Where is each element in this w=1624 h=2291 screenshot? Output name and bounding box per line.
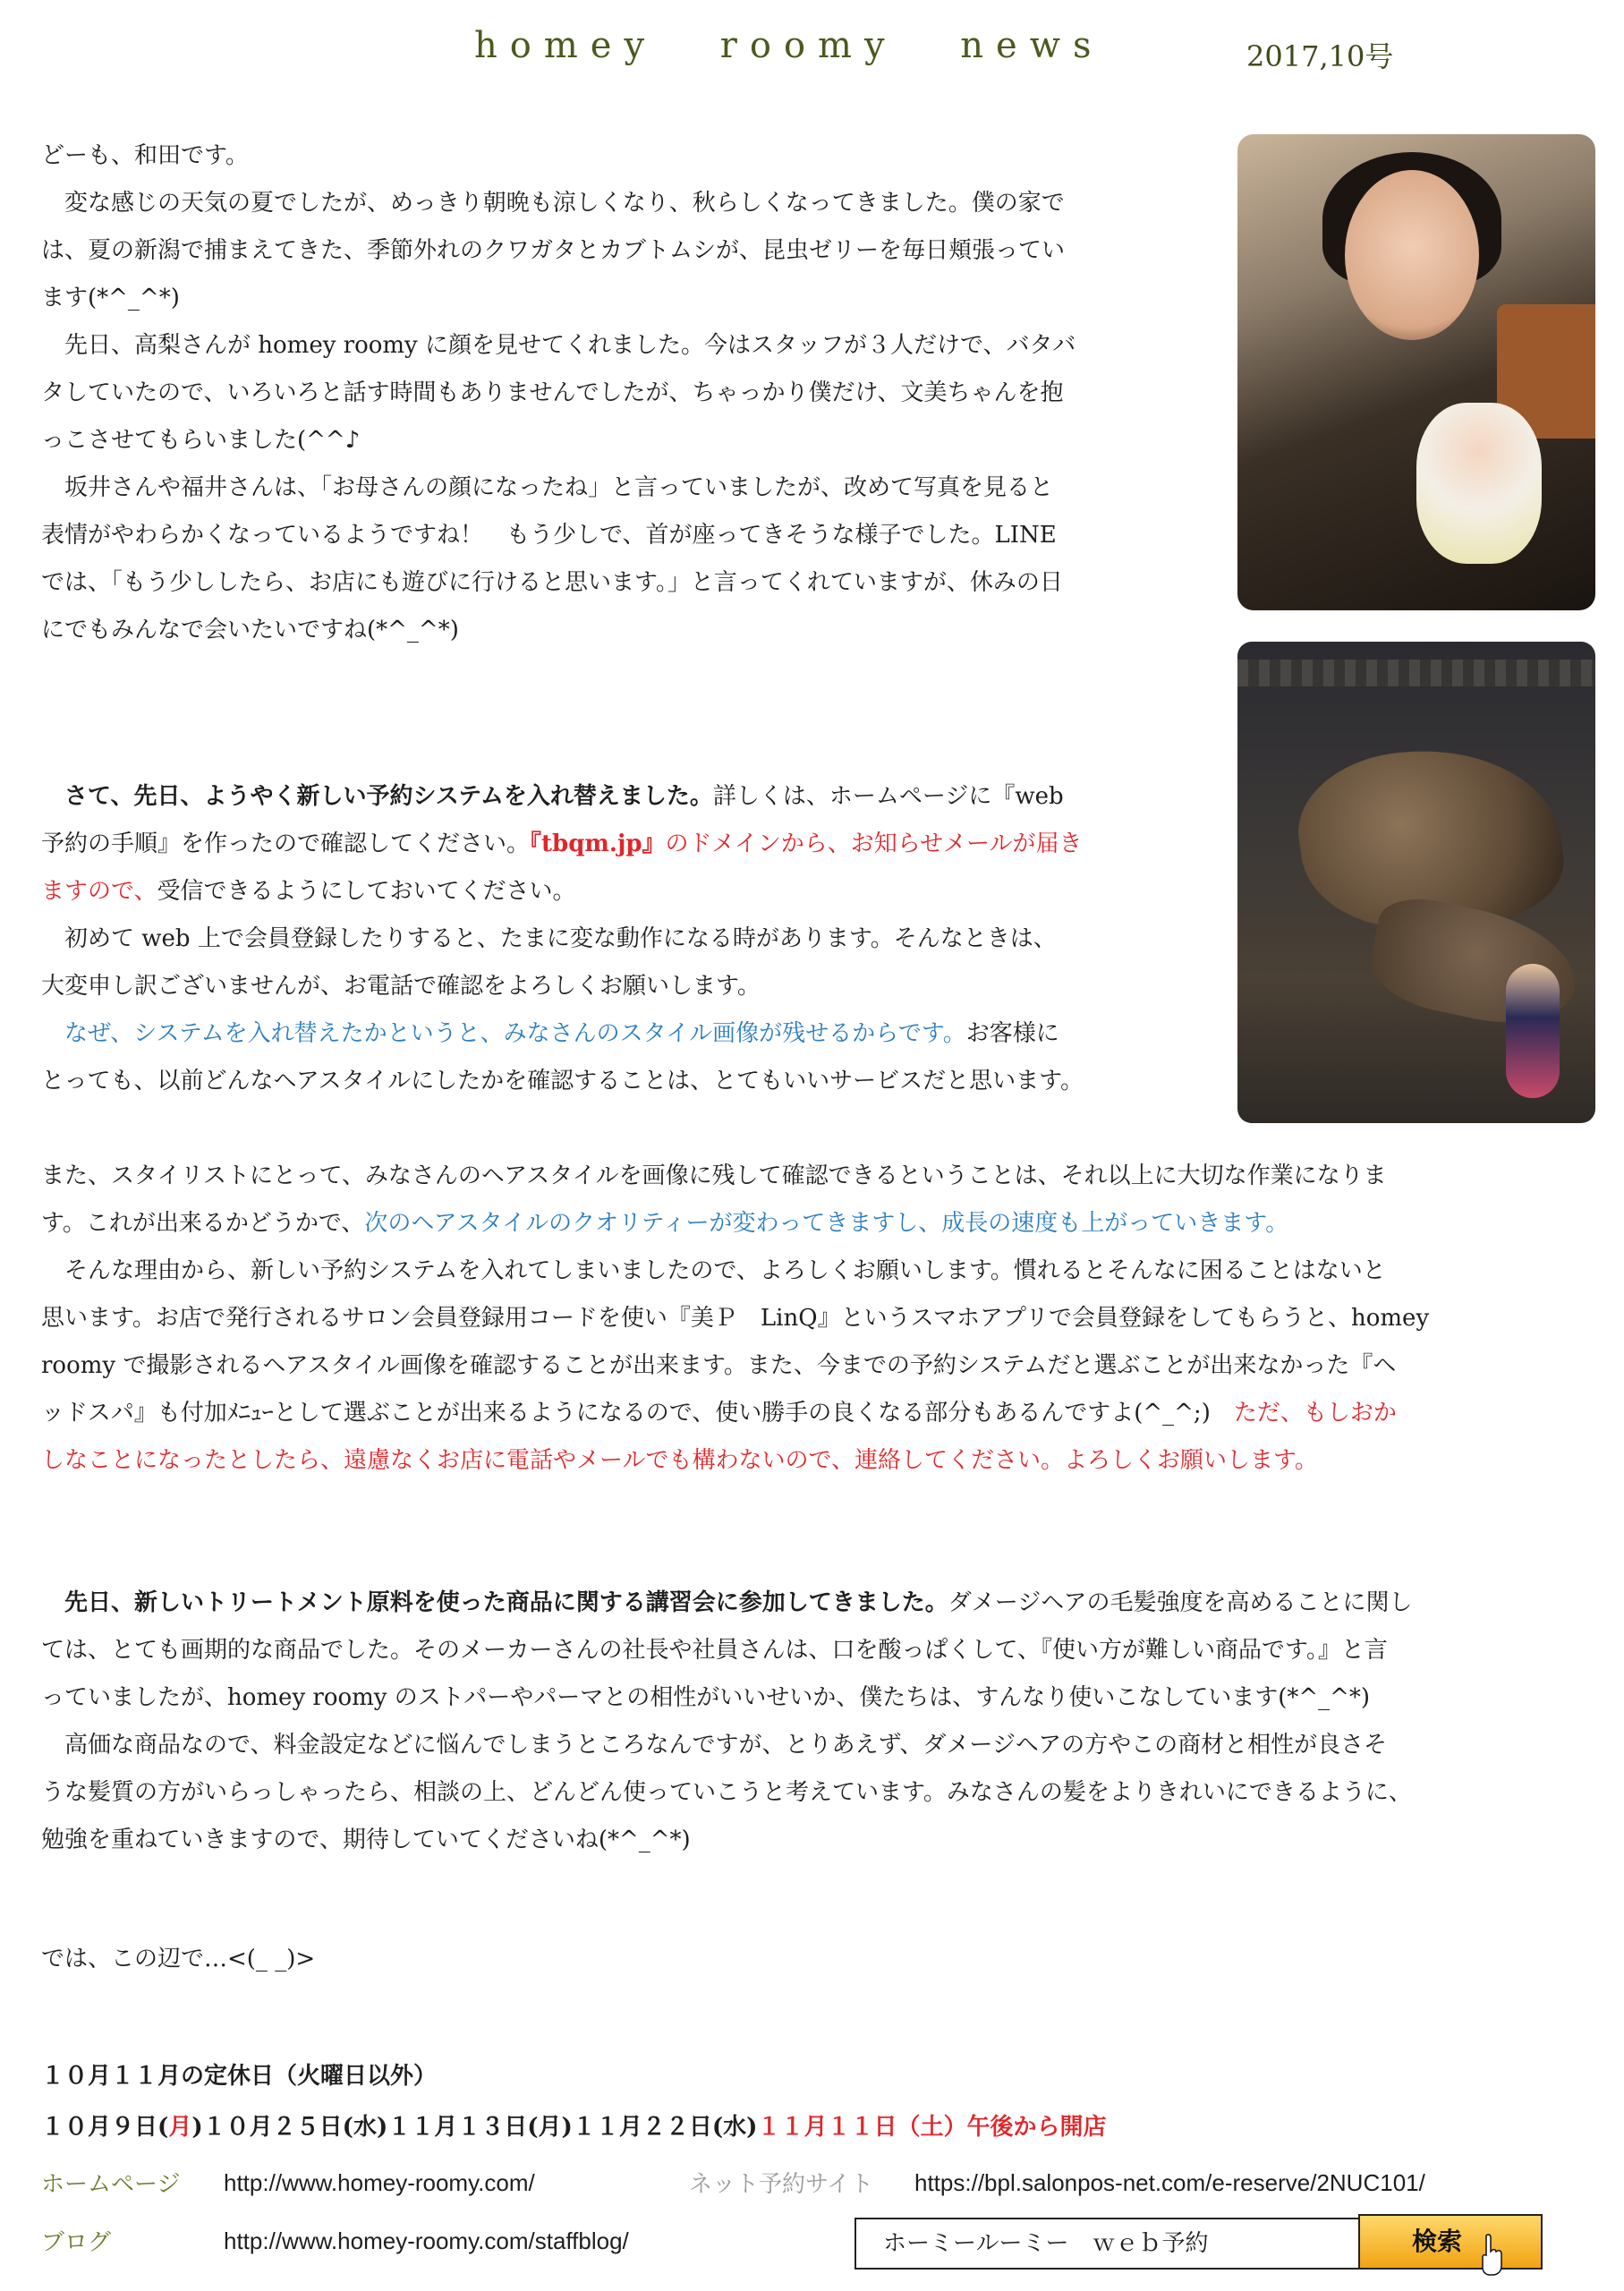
blog-label: ブログ [41, 2229, 112, 2256]
text: ッドスパ』も付加ﾒﾆｭｰとして選ぶことが出来るようになるので、使い勝手の良くなる部分もあるんですよ(^_^;) [41, 1400, 1234, 1427]
search-input[interactable]: ホーミールーミー ｗｅｂ予約 [855, 2218, 1360, 2270]
red-text: 月 [168, 2114, 192, 2141]
text: ダメージヘアの毛髪強度を高めることに関し [948, 1589, 1413, 1616]
line: 初めて web 上で会員登録したりすると、たまに変な動作になる時があります。そんなときは、 [41, 925, 1057, 952]
holidays-dates [41, 2104, 1106, 2151]
line: とっても、以前どんなヘアスタイルにしたかを確認することは、とてもいいサービスだと思います。 [41, 1068, 1084, 1094]
text: 予約の手順』を作ったので確認してください。 [41, 830, 531, 857]
hand-cursor-icon [1481, 2234, 1502, 2277]
domain-highlight: 『tbqm.jp』 [530, 830, 666, 857]
newsletter-title: homey roomy news [474, 25, 1104, 66]
line: 坂井さんや福井さんは、「お母さんの顔になったね」と言っていましたが、改めて写真を見ると [41, 474, 1054, 501]
text: １０月９日( [41, 2114, 169, 2141]
text: １０月２５日(水)１１月１３日(月)１１月２２日(水) [202, 2114, 758, 2141]
issue-number: 2017,10号 [1246, 39, 1394, 73]
search-button[interactable]: 検索 [1358, 2214, 1543, 2270]
line: そんな理由から、新しい予約システムを入れてしまいましたので、よろしくお願いします。慣れるとそんなに困ることはないと [41, 1257, 1386, 1284]
closing: では、この辺で…<(_ _)> [41, 1946, 316, 1972]
photo-face [1345, 170, 1479, 340]
line: は、夏の新潟で捕まえてきた、季節外れのクワガタとカブトムシが、昆虫ゼリーを毎日頬張ってい [41, 237, 1066, 264]
holidays-heading: １０月１１月の定休日（火曜日以外） [41, 2063, 438, 2090]
section-reservation-system-wide [41, 1153, 1598, 1485]
red-text: のドメインから、お知らせメールが届き [665, 830, 1083, 857]
homepage-label: ホームページ [41, 2171, 181, 2198]
line: っこさせてもらいました(^^♪ [41, 427, 361, 454]
headline-bold: さて、先日、ようやく新しい予約システムを入れ替えました。 [41, 783, 713, 810]
line: また、スタイリストにとって、みなさんのヘアスタイルを画像に残して確認できるということは、それ以上に大切な作業になりま [41, 1163, 1387, 1189]
text: す。これが出来るかどうかで、 [41, 1210, 365, 1237]
reserve-link[interactable]: https://bpl.salonpos-net.com/e-reserve/2NUC101/ [914, 2169, 1425, 2196]
red-text: ただ、もしおか [1233, 1400, 1397, 1427]
section-reservation-system [41, 773, 1240, 1105]
line: にでもみんなで会いたいですね(*^_^*) [41, 617, 459, 643]
text: ) [191, 2114, 203, 2141]
line: 先日、高梨さんが homey roomy に顔を見せてくれました。今はスタッフが３人だけで、バタバ [41, 332, 1076, 359]
line: どーも、和田です。 [41, 142, 249, 169]
section-greeting [41, 132, 1240, 654]
blue-text: 次のヘアスタイルのクオリティーが変わってきますし、成長の速度も上がっていきます。 [364, 1210, 1289, 1237]
line: 高価な商品なので、料金設定などに悩んでしまうところなんですが、とりあえず、ダメージヘアの方やこの商材と相性が良さそ [41, 1732, 1388, 1759]
red-text: ますので、 [41, 878, 157, 905]
photo-baby [1416, 403, 1542, 564]
photo-child [1506, 964, 1560, 1098]
headline-bold: 先日、新しいトリートメント原料を使った商品に関する講習会に参加してきました。 [41, 1589, 948, 1616]
line: 変な感じの天気の夏でしたが、めっきり朝晩も涼しくなり、秋らしくなってきました。僕の家で [41, 190, 1065, 217]
photo-ceiling [1237, 660, 1595, 686]
line: roomy で撮影されるヘアスタイル画像を確認することが出来ます。また、今までの予約システムだと選ぶことが出来なかった『ヘ [41, 1352, 1397, 1379]
red-text: １１月１１日（土）午後から開店 [757, 2114, 1107, 2141]
line: 思います。お店で発行されるサロン会員登録用コードを使い『美Ｐ LinQ』というスマホアプリで会員登録をしてもらうと、homey [41, 1305, 1430, 1332]
red-line: しなことになったとしたら、遠慮なくお店に電話やメールでも構わないので、連絡してください。よろしくお願いします。 [41, 1447, 1318, 1474]
photo-mother-and-baby [1237, 134, 1595, 610]
homepage-link[interactable]: http://www.homey-roomy.com/ [224, 2169, 535, 2196]
line: では、「もう少ししたら、お店にも遊びに行けると思います。」と言ってくれていますが、休みの日 [41, 569, 1063, 596]
blue-text: なぜ、システムを入れ替えたかというと、みなさんのスタイル画像が残せるからです。 [41, 1020, 966, 1047]
line: っていましたが、homey roomy のストパーやパーマとの相性がいいせいか、僕たちは、すんなり使いこなしています(*^_^*) [41, 1684, 1371, 1711]
line: うな髪質の方がいらっしゃったら、相談の上、どんどん使っていこうと考えています。みなさんの髪をよりきれいにできるように、 [41, 1779, 1412, 1806]
line: 大変申し訳ございませんが、お電話で確認をよろしくお願いします。 [41, 973, 761, 1000]
line: 表情がやわらかくなっているようですね！ もう少しで、首が座ってきそうな様子でした。LINE [41, 522, 1057, 549]
line: ては、とても画期的な商品でした。そのメーカーさんの社長や社員さんは、口を酸っぱくして、『使い方が難しい商品です。』と言 [41, 1637, 1388, 1664]
line: 勉強を重ねていきますので、期待していてくださいね(*^_^*) [41, 1827, 691, 1853]
text: 詳しくは、ホームページに『web [712, 783, 1064, 810]
line: ます(*^_^*) [41, 285, 180, 311]
section-treatment-seminar [41, 1580, 1598, 1864]
line: タしていたので、いろいろと話す時間もありませんでしたが、ちゃっかり僕だけ、文美ちゃんを抱 [41, 379, 1064, 406]
text: お客様に [965, 1020, 1059, 1047]
text: 受信できるようにしておいてください。 [157, 878, 576, 905]
blog-link[interactable]: http://www.homey-roomy.com/staffblog/ [224, 2227, 629, 2254]
reserve-label: ネット予約サイト [689, 2171, 874, 2198]
photo-dinosaur-skeleton [1237, 642, 1595, 1123]
